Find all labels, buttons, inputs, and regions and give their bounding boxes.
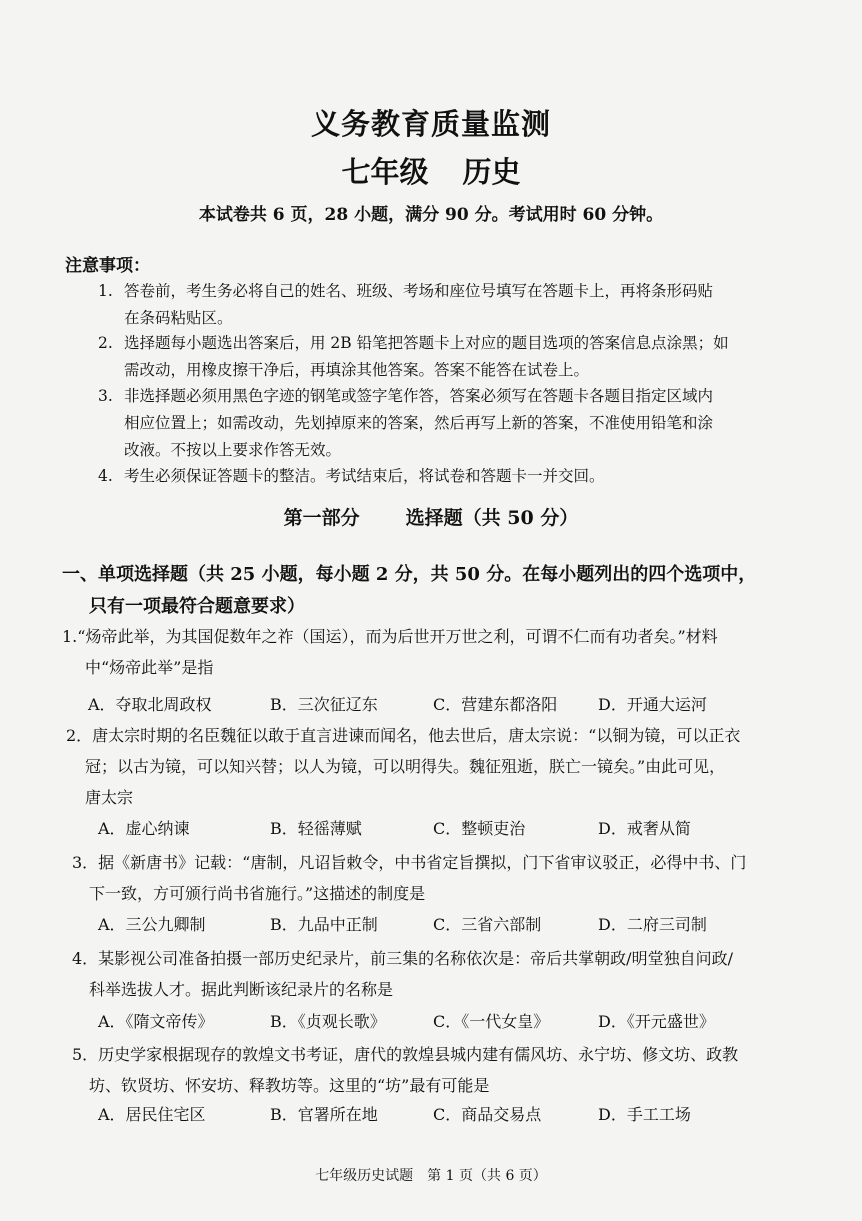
option-d[interactable]: D．戒奢从简 [598, 819, 691, 838]
option-d[interactable]: D．开通大运河 [598, 695, 707, 714]
question-stem [72, 943, 832, 1005]
option-a[interactable]: A．夺取北周政权 [88, 695, 212, 714]
part-title [0, 503, 862, 530]
question-line: 3．据《新唐书》记载：“唐制，凡诏旨敕令，中书省定旨撰拟，门下省审议驳正，必得中书、门 [72, 853, 747, 872]
notice-line: 答卷前，考生务必将自己的姓名、班级、考场和座位号填写在答题卡上，再将条形码贴 [124, 282, 714, 300]
notice-line: 在条码粘贴区。 [124, 309, 233, 327]
option-d[interactable]: D．手工工场 [598, 1105, 691, 1124]
question-stem [72, 847, 832, 909]
option-c[interactable]: C．营建东都洛阳 [433, 695, 558, 714]
notice-line: 考生必须保证答题卡的整洁。考试结束后，将试卷和答题卡一并交回。 [124, 467, 605, 485]
question-line: 中“炀帝此举”是指 [85, 658, 214, 677]
question-line: 唐太宗 [85, 788, 134, 807]
question-stem [62, 621, 822, 683]
grade-label: 七年级 [341, 155, 429, 189]
notice-num: 1. [98, 282, 113, 300]
notice-line: 选择题每小题选出答案后，用 2B 铅笔把答题卡上对应的题目选项的答案信息点涂黑；如 [124, 334, 729, 352]
question-stem [66, 720, 826, 813]
option-b[interactable]: B．三次征辽东 [270, 695, 378, 714]
option-d[interactable]: D．《开元盛世》 [598, 1012, 715, 1031]
notice-title: 注意事项： [65, 256, 150, 276]
option-a[interactable]: A．三公九卿制 [98, 915, 206, 934]
notice-line: 非选择题必须用黑色字迹的钢笔或签字笔作答，答案必须写在答题卡各题目指定区域内 [124, 387, 714, 405]
section-heading-line: 一、单项选择题（共 25 小题，每小题 2 分，共 50 分。在每小题列出的四个选项中， [62, 564, 757, 585]
notice-num: 3. [98, 387, 113, 405]
part-label: 第一部分 [283, 507, 360, 529]
option-c[interactable]: C．商品交易点 [433, 1105, 542, 1124]
question-line: 2．唐太宗时期的名臣魏征以敢于直言进谏而闻名，他去世后，唐太宗说：“以铜为镜，可以正衣 [66, 726, 741, 745]
question-line: 下一致，方可颁行尚书省施行。”这描述的制度是 [89, 884, 426, 903]
notice-num: 4. [98, 467, 113, 485]
option-b[interactable]: B．官署所在地 [270, 1105, 378, 1124]
section-heading [62, 559, 822, 623]
notice-num: 2. [98, 334, 113, 352]
notice-line: 改液。不按以上要求作答无效。 [124, 441, 342, 459]
question-line: 4．某影视公司准备拍摄一部历史纪录片，前三集的名称依次是：帝后共掌朝政/明堂独自问政/ [72, 949, 733, 968]
exam-title: 义务教育质量监测 [310, 107, 551, 141]
option-b[interactable]: B．《贞观长歌》 [270, 1012, 386, 1031]
option-a[interactable]: A．虚心纳谏 [98, 819, 190, 838]
option-d[interactable]: D．二府三司制 [598, 915, 707, 934]
question-line: 5．历史学家根据现存的敦煌文书考证，唐代的敦煌县城内建有儒风坊、永宁坊、修文坊、政教 [72, 1045, 739, 1064]
option-c[interactable]: C．三省六部制 [433, 915, 542, 934]
option-a[interactable]: A．居民住宅区 [98, 1105, 206, 1124]
option-c[interactable]: C．整顿吏治 [433, 819, 526, 838]
exam-info: 本试卷共 6 页，28 小题，满分 90 分。考试用时 60 分钟。 [198, 205, 664, 225]
subject-label: 历史 [462, 155, 521, 189]
notice-line: 需改动，用橡皮擦干净后，再填涂其他答案。答案不能答在试卷上。 [124, 361, 590, 379]
page-footer: 七年级历史试题 第 1 页（共 6 页） [315, 1168, 547, 1184]
question-line: 冠；以古为镜，可以知兴替；以人为镜，可以明得失。魏征殂逝，朕亡一镜矣。”由此可见， [85, 757, 726, 776]
question-line: 坊、钦贤坊、怀安坊、释教坊等。这里的“坊”最有可能是 [89, 1076, 490, 1095]
option-b[interactable]: B．九品中正制 [270, 915, 378, 934]
section-heading-line: 只有一项最符合题意要求） [89, 596, 305, 617]
notice-line: 相应位置上；如需改动，先划掉原来的答案，然后再写上新的答案，不准使用铅笔和涂 [124, 414, 714, 432]
question-line: 科举选拔人才。据此判断该纪录片的名称是 [89, 980, 394, 999]
option-c[interactable]: C．《一代女皇》 [433, 1012, 550, 1031]
grade-subject-title [0, 150, 862, 191]
option-b[interactable]: B．轻徭薄赋 [270, 819, 362, 838]
part-name: 选择题（共 50 分） [405, 507, 579, 529]
question-stem [72, 1039, 832, 1101]
question-line: 1.“炀帝此举，为其国促数年之祚（国运），而为后世开万世之利，可谓不仁而有功者矣。”材料 [62, 627, 718, 646]
option-a[interactable]: A．《隋文帝传》 [98, 1012, 214, 1031]
